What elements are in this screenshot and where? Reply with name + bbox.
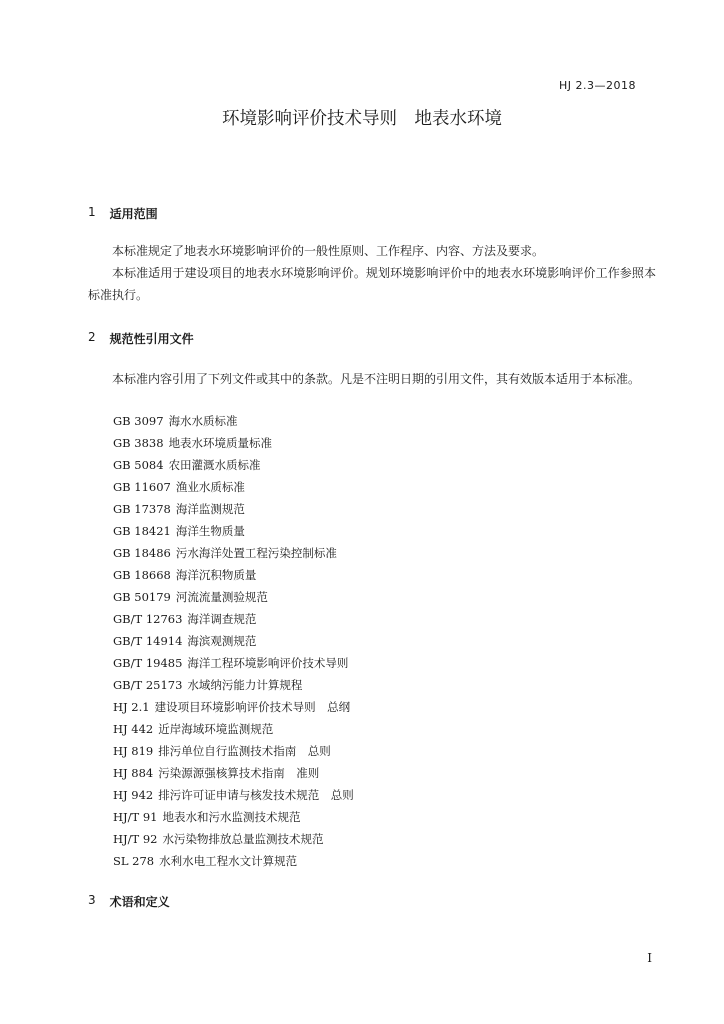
- reference-item: [113, 432, 354, 454]
- reference-title: 排污许可证申请与核发技术规范 总则: [158, 788, 354, 802]
- reference-code: GB/T 12763: [113, 612, 183, 626]
- reference-title: 海洋调查规范: [187, 612, 257, 626]
- reference-code: GB 3838: [113, 436, 164, 450]
- reference-code: GB 5084: [113, 458, 164, 472]
- reference-code: HJ 942: [113, 788, 154, 802]
- reference-code: HJ 884: [113, 766, 154, 780]
- reference-code: GB/T 25173: [113, 678, 183, 692]
- section-heading-3: [88, 893, 170, 910]
- reference-code: GB 50179: [113, 590, 171, 604]
- reference-title: 渔业水质标准: [175, 480, 245, 494]
- reference-item: [113, 608, 354, 630]
- section-title: 术语和定义: [109, 895, 170, 909]
- reference-item: [113, 410, 354, 432]
- paragraph-scope-1: 本标准规定了地表水环境影响评价的一般性原则、工作程序、内容、方法及要求。: [112, 244, 545, 258]
- reference-item: [113, 498, 354, 520]
- reference-code: HJ/T 92: [113, 832, 158, 846]
- reference-item: [113, 542, 354, 564]
- reference-title: 污染源源强核算技术指南 准则: [158, 766, 320, 780]
- reference-item: [113, 652, 354, 674]
- reference-title: 农田灌溉水质标准: [168, 458, 261, 472]
- reference-code: HJ/T 91: [113, 810, 158, 824]
- section-number: 3: [88, 893, 96, 907]
- section-number: 2: [88, 330, 96, 344]
- document-code: HJ 2.3—2018: [559, 79, 636, 92]
- reference-code: HJ 2.1: [113, 700, 150, 714]
- reference-code: GB/T 19485: [113, 656, 183, 670]
- reference-title: 河流流量测验规范: [175, 590, 268, 604]
- section-title: 规范性引用文件: [109, 332, 194, 346]
- reference-code: GB/T 14914: [113, 634, 183, 648]
- reference-item: [113, 564, 354, 586]
- reference-item: [113, 740, 354, 762]
- reference-item: [113, 762, 354, 784]
- reference-title: 污水海洋处置工程污染控制标准: [175, 546, 337, 560]
- section-title: 适用范围: [109, 207, 158, 221]
- reference-item: [113, 630, 354, 652]
- reference-title: 地表水环境质量标准: [168, 436, 273, 450]
- reference-title: 建设项目环境影响评价技术导则 总纲: [154, 700, 351, 714]
- reference-title: 海洋沉积物质量: [175, 568, 257, 582]
- reference-title: 海滨观测规范: [187, 634, 257, 648]
- reference-code: GB 3097: [113, 414, 164, 428]
- reference-title: 近岸海域环境监测规范: [158, 722, 274, 736]
- reference-title: 海洋监测规范: [175, 502, 245, 516]
- reference-item: [113, 520, 354, 542]
- section-heading-2: [88, 330, 194, 347]
- reference-item: [113, 850, 354, 872]
- section-number: 1: [88, 205, 96, 219]
- reference-code: SL 278: [113, 854, 155, 868]
- reference-title: 海洋生物质量: [175, 524, 245, 538]
- reference-item: [113, 784, 354, 806]
- reference-code: GB 18486: [113, 546, 171, 560]
- reference-code: GB 17378: [113, 502, 171, 516]
- reference-item: [113, 806, 354, 828]
- page-number: I: [647, 951, 652, 965]
- reference-list: [113, 410, 354, 872]
- reference-item: [113, 696, 354, 718]
- reference-title: 水利水电工程水文计算规范: [159, 854, 298, 868]
- reference-code: HJ 819: [113, 744, 154, 758]
- section-heading-1: [88, 205, 158, 222]
- reference-item: [113, 586, 354, 608]
- reference-title: 排污单位自行监测技术指南 总则: [158, 744, 331, 758]
- reference-item: [113, 454, 354, 476]
- document-title: 环境影响评价技术导则 地表水环境: [222, 109, 502, 129]
- paragraph-scope-2: 本标准适用于建设项目的地表水环境影响评价。规划环境影响评价中的地表水环境影响评价工作参照本标准执行。: [88, 266, 656, 302]
- reference-item: [113, 718, 354, 740]
- reference-title: 海水水质标准: [168, 414, 238, 428]
- reference-title: 水污染物排放总量监测技术规范: [162, 832, 324, 846]
- reference-item: [113, 674, 354, 696]
- reference-code: GB 18421: [113, 524, 171, 538]
- reference-item: [113, 476, 354, 498]
- reference-title: 地表水和污水监测技术规范: [162, 810, 301, 824]
- reference-code: HJ 442: [113, 722, 154, 736]
- reference-code: GB 11607: [113, 480, 171, 494]
- reference-title: 水域纳污能力计算规程: [187, 678, 303, 692]
- reference-item: [113, 828, 354, 850]
- paragraph-normative-refs: 本标准内容引用了下列文件或其中的条款。凡是不注明日期的引用文件，其有效版本适用于本标准。: [112, 372, 641, 386]
- reference-title: 海洋工程环境影响评价技术导则: [187, 656, 349, 670]
- reference-code: GB 18668: [113, 568, 171, 582]
